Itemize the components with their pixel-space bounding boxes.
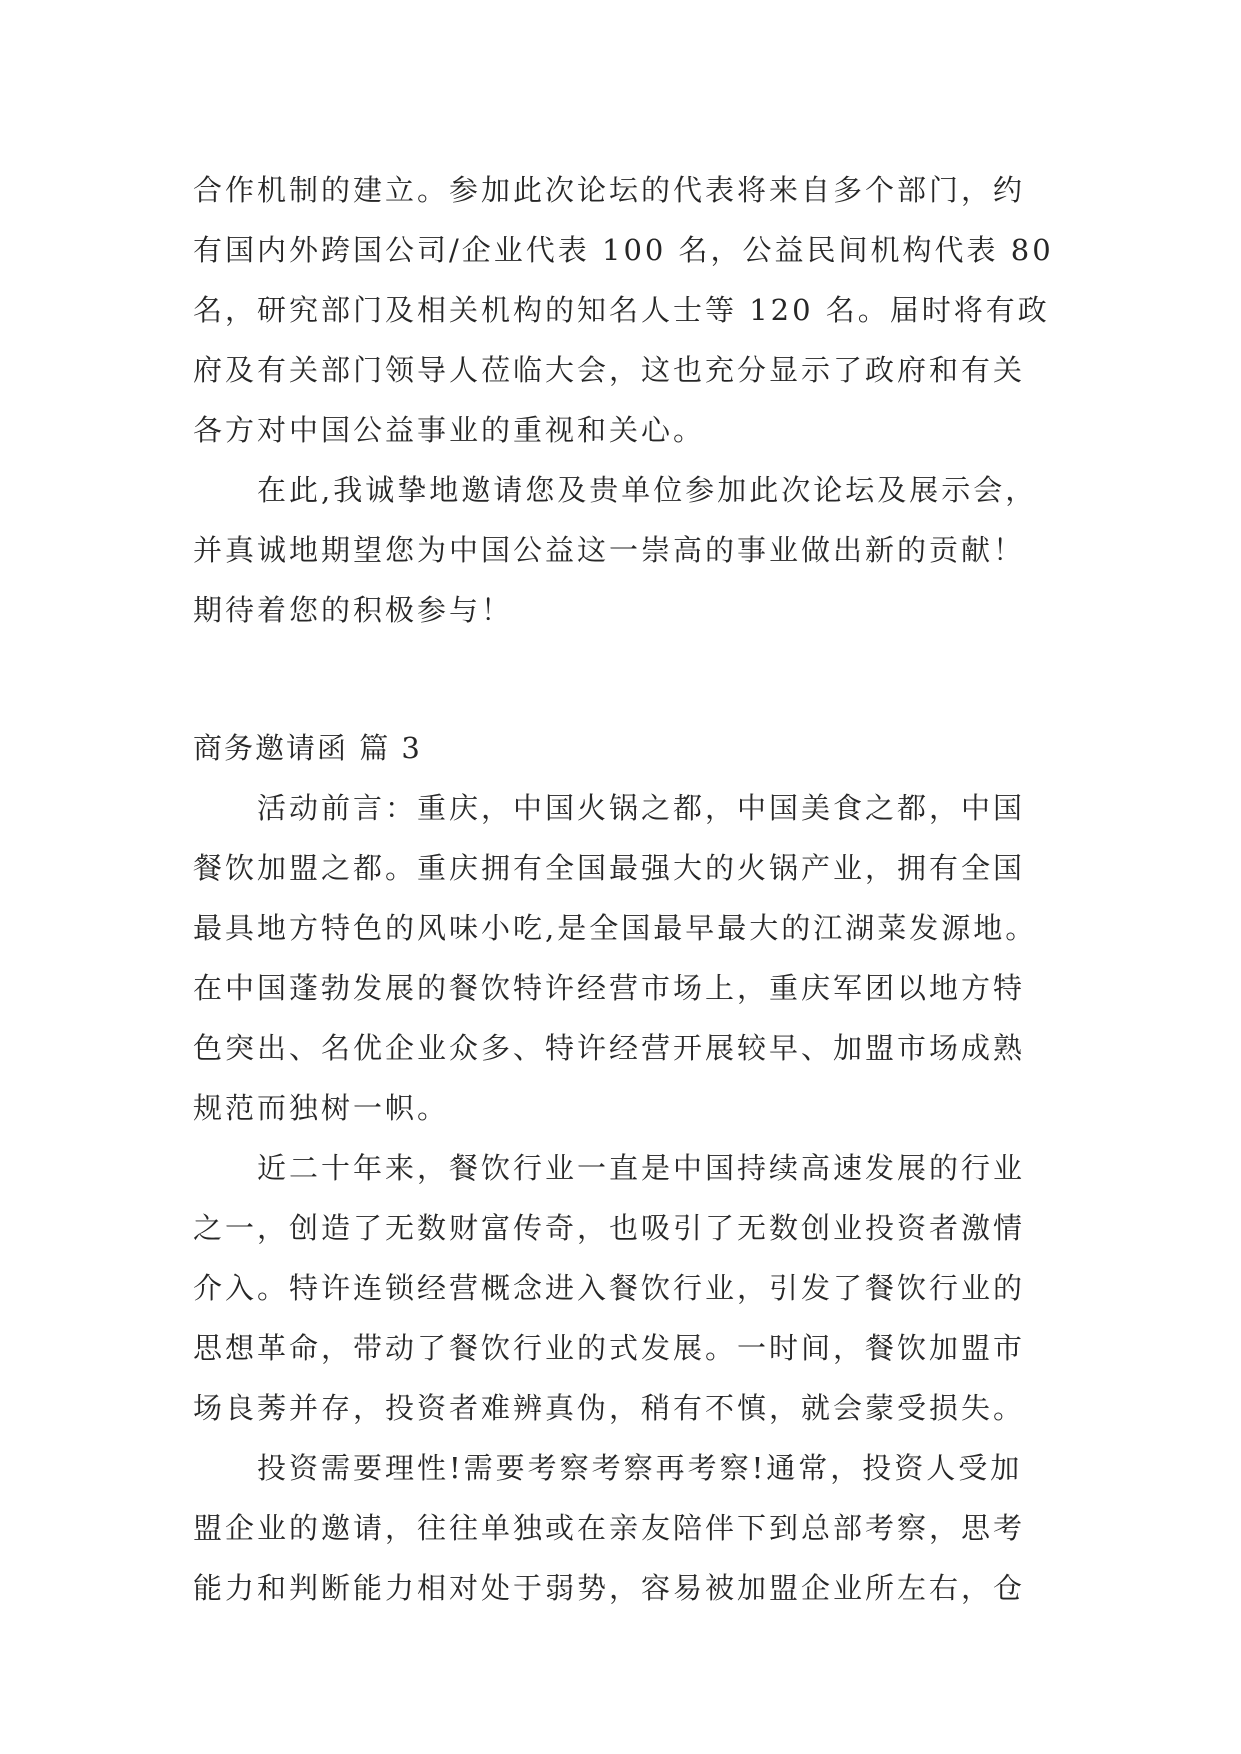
text-line: 盟企业的邀请，往往单独或在亲友陪伴下到总部考察，思考 bbox=[193, 1511, 1026, 1545]
text-line: 活动前言：重庆，中国火锅之都，中国美食之都，中国 bbox=[257, 791, 1026, 825]
paragraph-invitation bbox=[193, 460, 1053, 640]
text-line: 思想革命，带动了餐饮行业的式发展。一时间，餐饮加盟市 bbox=[193, 1331, 1026, 1365]
paragraph-investment bbox=[193, 1438, 1053, 1618]
text-line: 最具地方特色的风味小吃,是全国最早最大的江湖菜发源地。 bbox=[193, 911, 1038, 945]
text-line: 在中国蓬勃发展的餐饮特许经营市场上，重庆军团以地方特 bbox=[193, 971, 1026, 1005]
text-line: 在此,我诚挚地邀请您及贵单位参加此次论坛及展示会， bbox=[257, 473, 1038, 507]
text-line: 餐饮加盟之都。重庆拥有全国最强大的火锅产业，拥有全国 bbox=[193, 851, 1026, 885]
paragraph-forum-details bbox=[193, 160, 1053, 460]
text-line: 能力和判断能力相对处于弱势，容易被加盟企业所左右，仓 bbox=[193, 1571, 1026, 1605]
text-line: 近二十年来，餐饮行业一直是中国持续高速发展的行业 bbox=[257, 1151, 1026, 1185]
text-line: 投资需要理性!需要考察考察再考察!通常，投资人受加 bbox=[257, 1451, 1023, 1485]
section-heading: 商务邀请函 篇 3 bbox=[193, 731, 422, 765]
text-line: 合作机制的建立。参加此次论坛的代表将来自多个部门，约 bbox=[193, 173, 1026, 207]
text-line: 名，研究部门及相关机构的知名人士等 120 名。届时将有政 bbox=[193, 293, 1050, 327]
document-body bbox=[193, 160, 1053, 1618]
text-line: 之一，创造了无数财富传奇，也吸引了无数创业投资者激情 bbox=[193, 1211, 1026, 1245]
text-line: 有国内外跨国公司/企业代表 100 名，公益民间机构代表 80 bbox=[193, 233, 1054, 267]
text-line: 规范而独树一帜。 bbox=[193, 1091, 450, 1125]
text-line: 介入。特许连锁经营概念进入餐饮行业，引发了餐饮行业的 bbox=[193, 1271, 1026, 1305]
text-line: 场良莠并存，投资者难辨真伪，稍有不慎，就会蒙受损失。 bbox=[193, 1391, 1026, 1425]
text-line: 色突出、名优企业众多、特许经营开展较早、加盟市场成熟 bbox=[193, 1031, 1026, 1065]
paragraph-preface bbox=[193, 778, 1053, 1138]
text-line: 各方对中国公益事业的重视和关心。 bbox=[193, 413, 706, 447]
text-line: 期待着您的积极参与！ bbox=[193, 593, 514, 627]
text-line: 府及有关部门领导人莅临大会，这也充分显示了政府和有关 bbox=[193, 353, 1026, 387]
text-line: 并真诚地期望您为中国公益这一崇高的事业做出新的贡献！ bbox=[193, 533, 1026, 567]
section-spacer bbox=[193, 640, 1053, 718]
paragraph-industry bbox=[193, 1138, 1053, 1438]
